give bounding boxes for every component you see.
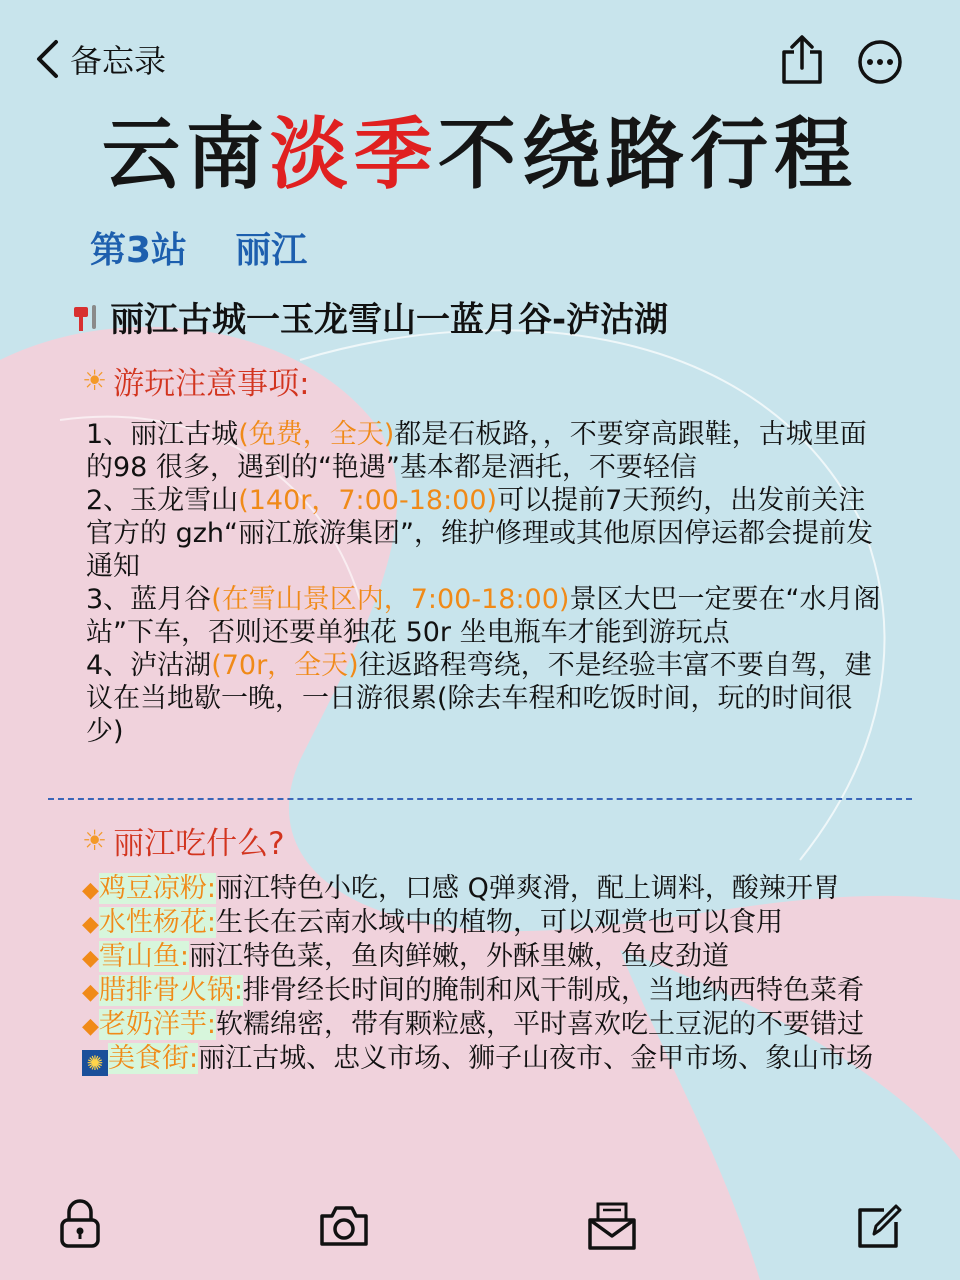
tips-list bbox=[86, 418, 886, 748]
food-desc: 丽江特色小吃，口感 Q弹爽滑，配上调料，酸辣开胃 bbox=[216, 873, 840, 904]
diamond-icon: ◆ bbox=[82, 980, 99, 1005]
tip-text: 都是石板路，，不要穿高跟鞋，古城里面的98 很多，遇到的“艳遇”基本都是酒托，不要轻信 bbox=[86, 419, 867, 483]
diamond-icon: ◆ bbox=[82, 912, 99, 937]
compose-icon[interactable] bbox=[854, 1200, 902, 1252]
food-desc: 生长在云南水域中的植物，可以观赏也可以食用 bbox=[216, 907, 784, 938]
share-icon[interactable] bbox=[778, 34, 826, 86]
back-label: 备忘录 bbox=[70, 42, 167, 80]
list-item bbox=[86, 418, 886, 484]
food-street-name: 美食街: bbox=[108, 1043, 199, 1074]
tip-prefix: 3、蓝月谷 bbox=[86, 584, 212, 615]
tip-note: (在雪山景区内，7:00-18:00) bbox=[211, 584, 570, 615]
route-line bbox=[68, 292, 668, 341]
list-item bbox=[86, 649, 886, 748]
diamond-icon: ◆ bbox=[82, 1014, 99, 1039]
list-item bbox=[82, 975, 882, 1009]
sparkle-icon: ✺ bbox=[82, 1050, 108, 1076]
tip-note: (140r，7:00-18:00) bbox=[238, 485, 498, 516]
chevron-left-icon bbox=[34, 39, 60, 79]
food-name: 腊排骨火锅: bbox=[98, 975, 244, 1006]
food-desc: 软糯绵密，带有颗粒感，平时喜欢吃土豆泥的不要错过 bbox=[216, 1009, 865, 1040]
food-list bbox=[82, 873, 882, 1076]
tip-text: 可以提前7天预约，出发前关注官方的 gzh“丽江旅游集团”，维护修理或其他原因停运都会提前发通知 bbox=[86, 485, 873, 582]
camera-icon[interactable] bbox=[318, 1202, 370, 1250]
tip-note: (70r，全天) bbox=[211, 650, 359, 681]
list-item bbox=[86, 484, 886, 583]
pin-icon bbox=[68, 299, 104, 335]
list-item bbox=[82, 907, 882, 941]
tip-prefix: 2、玉龙雪山 bbox=[86, 485, 239, 516]
list-item bbox=[86, 583, 886, 649]
mail-icon[interactable] bbox=[586, 1200, 638, 1252]
tips-heading bbox=[82, 358, 310, 403]
food-heading-text: 丽江吃什么? bbox=[113, 826, 285, 862]
list-item bbox=[82, 941, 882, 975]
food-name: 水性杨花: bbox=[98, 907, 217, 938]
station-city: 丽江 bbox=[235, 230, 308, 271]
sun-cloud-icon: ☀ bbox=[82, 364, 108, 397]
back-button[interactable] bbox=[34, 36, 166, 82]
tip-text: 景区大巴一定要在“水月阁站”下车，否则还要单独花 50r 坐电瓶车才能到游玩点 bbox=[86, 584, 881, 648]
list-item bbox=[82, 1043, 882, 1076]
title-part2: 不绕路行程 bbox=[438, 110, 859, 200]
tip-note: (免费，全天) bbox=[238, 419, 395, 450]
food-desc: 丽江特色菜，鱼肉鲜嫩，外酥里嫩，鱼皮劲道 bbox=[189, 941, 730, 972]
food-desc: 排骨经长时间的腌制和风干制成，当地纳西特色菜肴 bbox=[243, 975, 865, 1006]
section-divider bbox=[48, 798, 912, 800]
list-item bbox=[82, 873, 882, 907]
sun-cloud-icon: ☀ bbox=[82, 824, 108, 857]
station-heading bbox=[90, 222, 307, 273]
tip-text: 往返路程弯绕，不是经验丰富不要自驾，建议在当地歇一晚，一日游很累(除去车程和吃饭时间，玩的时间很少) bbox=[86, 650, 872, 747]
food-name: 鸡豆凉粉: bbox=[98, 873, 217, 904]
title-part1: 云南 bbox=[101, 110, 270, 200]
diamond-icon: ◆ bbox=[82, 946, 99, 971]
food-name: 雪山鱼: bbox=[98, 941, 190, 972]
list-item bbox=[82, 1009, 882, 1043]
title-highlight: 淡季 bbox=[269, 110, 438, 200]
food-name: 老奶洋芋: bbox=[98, 1009, 217, 1040]
lock-icon[interactable] bbox=[56, 1198, 104, 1250]
station-number: 第3站 bbox=[90, 230, 188, 271]
diamond-icon: ◆ bbox=[82, 878, 99, 903]
page-title bbox=[0, 92, 960, 204]
tips-heading-text: 游玩注意事项: bbox=[113, 366, 310, 402]
more-icon[interactable] bbox=[856, 38, 904, 86]
route-text: 丽江古城一玉龙雪山一蓝月谷-泸沽湖 bbox=[110, 300, 669, 340]
food-street-desc: 丽江古城、忠义市场、狮子山夜市、金甲市场、象山市场 bbox=[198, 1043, 874, 1074]
food-heading bbox=[82, 818, 285, 863]
tip-prefix: 1、丽江古城 bbox=[86, 419, 239, 450]
tip-prefix: 4、泸沽湖 bbox=[86, 650, 212, 681]
